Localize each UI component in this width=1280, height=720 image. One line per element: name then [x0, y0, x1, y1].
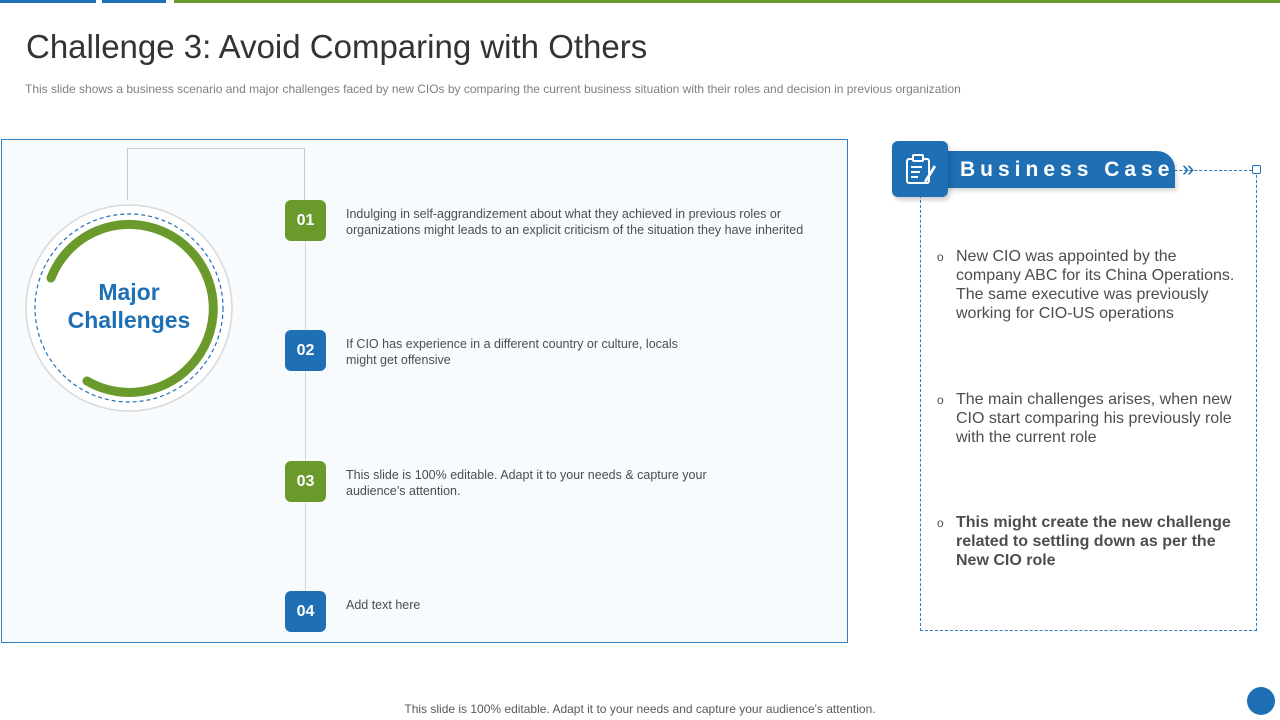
- corner-logo-dot: [1247, 687, 1275, 715]
- bullet-text: The main challenges arises, when new CIO start comparing his previously role with the current role: [956, 391, 1232, 446]
- step-number-badge: 02: [285, 330, 326, 371]
- top-accent-bar-1: [0, 0, 96, 3]
- step-description: Indulging in self-aggrandizement about what they achieved in previous roles or organizations might leads to an explicit criticism of the situation they have inherited: [346, 207, 804, 237]
- step-number-badge: 01: [285, 200, 326, 241]
- connector-line: [127, 148, 305, 200]
- page-title: Challenge 3: Avoid Comparing with Others: [26, 28, 648, 65]
- clipboard-pen-icon: [892, 141, 948, 197]
- bullet-marker: o: [937, 250, 944, 264]
- step-description: If CIO has experience in a different country or culture, locals might get offensive: [346, 337, 678, 367]
- panel-corner-marker: [1252, 165, 1261, 174]
- circle-label: [23, 278, 235, 334]
- top-accent-bar-2: [102, 0, 166, 3]
- major-challenges-circle: [23, 202, 235, 414]
- circle-label-line1: Major: [98, 279, 160, 305]
- step-description: Add text here: [346, 598, 421, 612]
- top-accent-bar-3: [174, 0, 1280, 3]
- bullet-marker: o: [937, 516, 944, 530]
- step-number-badge: 03: [285, 461, 326, 502]
- bullet-text: New CIO was appointed by the company ABC for its China Operations. The same executive was previously working for CIO-US operations: [956, 248, 1235, 322]
- chevron-right-icon: »: [1182, 156, 1195, 181]
- major-challenges-panel: [1, 139, 848, 643]
- business-case-title: Business Case: [960, 158, 1175, 181]
- step-number-badge: 04: [285, 591, 326, 632]
- page-subtitle: This slide shows a business scenario and major challenges faced by new CIOs by comparing the current business situation with their roles and decision in previous organization: [25, 82, 961, 96]
- step-description: This slide is 100% editable. Adapt it to your needs & capture your audience’s attention.: [346, 468, 707, 498]
- bullet-text: This might create the new challenge related to settling down as per the New CIO role: [956, 514, 1231, 569]
- circle-label-line2: Challenges: [67, 307, 191, 333]
- bullet-marker: o: [937, 393, 944, 407]
- business-case-header: [946, 151, 1175, 188]
- footer-note: This slide is 100% editable. Adapt it to your needs and capture your audience's attention.: [404, 702, 876, 716]
- timeline-line: [305, 200, 306, 620]
